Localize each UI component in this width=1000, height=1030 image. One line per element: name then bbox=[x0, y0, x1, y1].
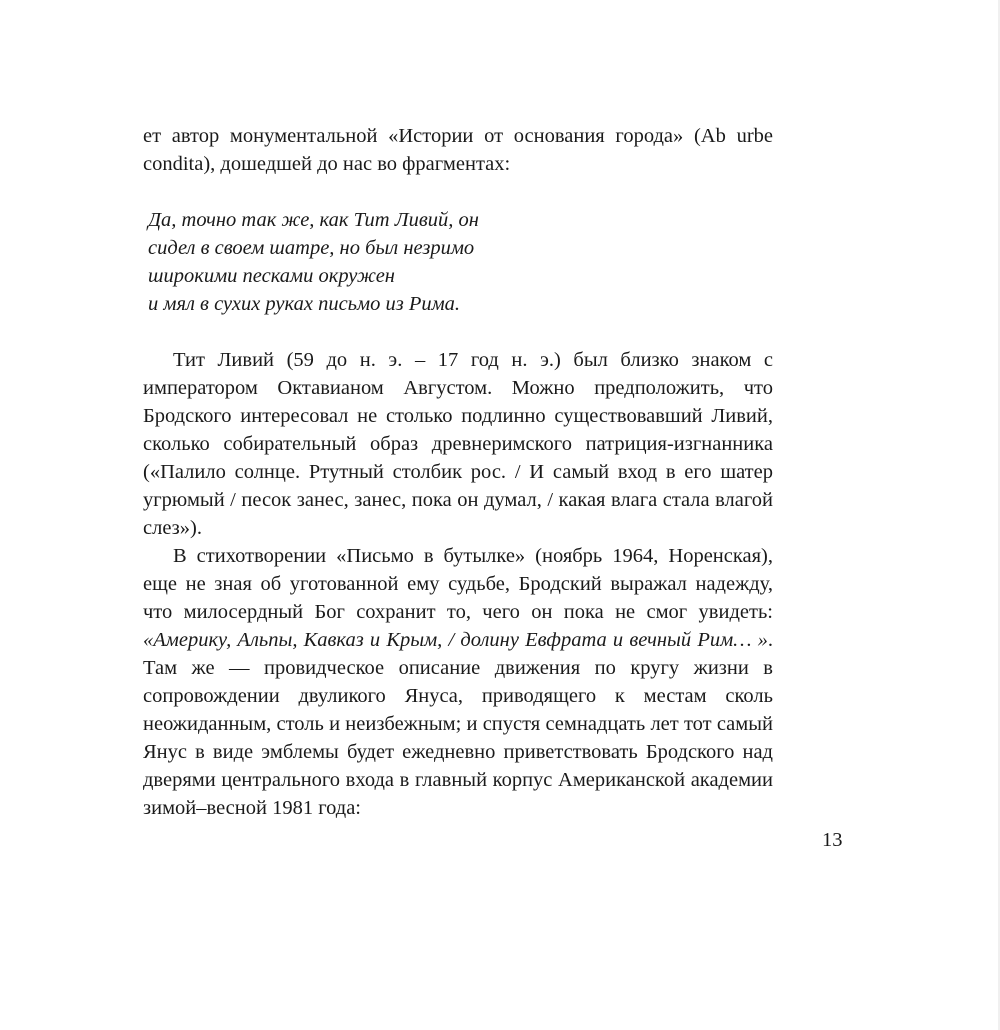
opening-paragraph: ет автор монументальной «Истории от основания города» (Ab urbe condita), дошедшей до нас во фрагментах: bbox=[143, 125, 773, 175]
verse-line: сидел в своем шатре, но был незримо bbox=[148, 237, 475, 259]
paragraph-titus-livius: Тит Ливий (59 до н. э. – 17 год н. э.) был близко знаком с императором Октавианом Августом. Можно предположить, что Бродского интересовал не столько подлинно существовавший Ливий, сколько собирательный образ древнеримского патриция-изгнанника («Палило солнце. Ртутный столбик рос. / И самый вход в его шатер угрюмый / песок занес, занес, пока он думал, / какая влага стала влагой слез»). bbox=[143, 349, 773, 539]
verse-line: широкими песками окружен bbox=[148, 265, 395, 287]
page-number: 13 bbox=[822, 829, 843, 851]
main-text-column bbox=[143, 122, 773, 822]
paragraph-text: В стихотворении «Письмо в бутылке» (ноябрь 1964, Норенская), еще не зная об уготованной ему судьбе, Бродский выражал надежду, что милосердный Бог сохранит то, чего он пока не смог увидеть: bbox=[143, 545, 773, 623]
inline-poem-quote: «Америку, Альпы, Кавказ и Крым, / долину Евфрата и вечный Рим… » bbox=[143, 629, 768, 651]
verse-line: Да, точно так же, как Тит Ливий, он bbox=[148, 209, 479, 231]
paragraph-text: . Там же — провидческое описание движения по кругу жизни в сопровождении двуликого Януса, приводящего к местам сколь неожиданным, столь и неизбежным; и спустя семнадцать лет тот самый Янус в виде эмблемы будет ежедневно приветствовать Бродского над дверями центрального входа в главный корпус Американской академии зимой–весной 1981 года: bbox=[143, 629, 773, 819]
verse-line: и мял в сухих руках письмо из Рима. bbox=[148, 293, 461, 315]
paragraph-letter-in-bottle bbox=[143, 542, 773, 822]
verse-quote bbox=[143, 206, 773, 318]
